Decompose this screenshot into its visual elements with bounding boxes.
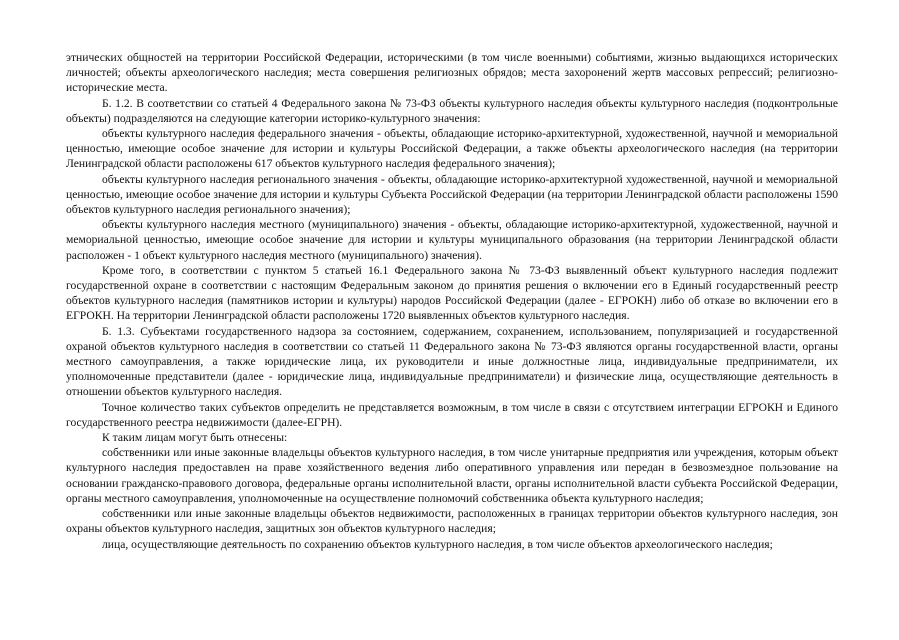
paragraph-list-intro: К таким лицам могут быть отнесены: bbox=[102, 431, 288, 445]
paragraph-federal-significance: объекты культурного наследия федерального значения - объекты, обладающие историко-архитектурной, художественной, научной и мемориальной ценностью, имеющие особое значение для истории и культуры Российской Федерации, а также объекты археологического наследия (на территории Ленинградской области расположены 617 объектов культурного наследия федерального значения); bbox=[66, 127, 838, 171]
paragraph-preservation-actors: лица, осуществляющие деятельность по сохранению объектов культурного наследия, в том числе объектов археологического наследия; bbox=[102, 537, 773, 551]
paragraph-subject-count: Точное количество таких субъектов определить не представляется возможным, в том числе в связи с отсутствием интеграции ЕГРОКН и Единого государственного реестра недвижимости (далее-ЕГРН). bbox=[66, 400, 838, 429]
paragraph-owners: собственники или иные законные владельцы объектов культурного наследия, в том числе унитарные предприятия или учреждения, которым объект культурного наследия предоставлен на праве хозяйственного ведения либо оперативного управления или передан в безвозмездное пользование на основании гражданско-правового договора, федеральные органы исполнительной власти, органы исполнительной власти субъекта Российской Федерации, органы местного самоуправления, уполномоченные на осуществление полномочий собственника объекта культурного наследия; bbox=[66, 446, 838, 505]
paragraph-identified-objects: Кроме того, в соответствии с пунктом 5 статьей 16.1 Федерального закона № 73-ФЗ выявленный объект культурного наследия подлежит государственной охране в соответствии с настоящим Федеральным законом до принятия решения о включении его в Единый государственный реестр объектов культурного наследия (памятников истории и культуры) народов Российской Федерации (далее - ЕГРОКН) либо об отказе во включении его в ЕГРОКН. На территории Ленинградской области расположены 1720 выявленных объектов культурного наследия. bbox=[66, 263, 838, 323]
paragraph-section-b-1-3: Б. 1.3. Субъектами государственного надзора за состоянием, содержанием, сохранением, использованием, популяризацией и государственной охраной объектов культурного наследия в соответствии со статьей 11 Федерального закона № 73-ФЗ являются органы государственной власти, органы местного самоуправления, а также юридические лица, их руководители и иные должностные лица, индивидуальные предприниматели, их уполномоченные представители (далее - юридические лица, индивидуальные предприниматели) и физические лица, осуществляющие деятельность в отношении объектов культурного наследия. bbox=[66, 324, 838, 399]
document-page bbox=[66, 50, 838, 552]
paragraph-property-owners: собственники или иные законные владельцы объектов недвижимости, расположенных в границах территории объектов культурного наследия, зон охраны объектов культурного наследия, защитных зон объектов культурного наследия; bbox=[66, 507, 838, 536]
paragraph-regional-significance: объекты культурного наследия регионального значения - объекты, обладающие историко-архитектурной художественной, научной и мемориальной ценностью, имеющие особое значение для истории и культуры Субъекта Российской Федерации (на территории Ленинградской области расположены 1590 объектов культурного наследия регионального значения); bbox=[66, 172, 838, 217]
paragraph-local-significance: объекты культурного наследия местного (муниципального) значения - объекты, обладающие историко-архитектурной, художественной, научной и мемориальной ценностью, имеющие особое значение для истории и культуры муниципального образования (на территории Ленинградской области расположен - 1 объект культурного наследия местного (муниципального) значения). bbox=[66, 218, 838, 262]
paragraph-section-b-1-2: Б. 1.2. В соответствии со статьей 4 Федерального закона № 73-ФЗ объекты культурного наследия объекты культурного наследия (подконтрольные объекты) подразделяются на следующие категории историко-культурного значения: bbox=[66, 96, 838, 125]
paragraph-intro-continuation: этнических общностей на территории Российской Федерации, историческими (в том числе военными) событиями, жизнью выдающихся исторических личностей; объекты археологического наследия; места совершения религиозных обрядов; места захоронений жертв массовых репрессий; религиозно-исторические места. bbox=[66, 51, 838, 95]
